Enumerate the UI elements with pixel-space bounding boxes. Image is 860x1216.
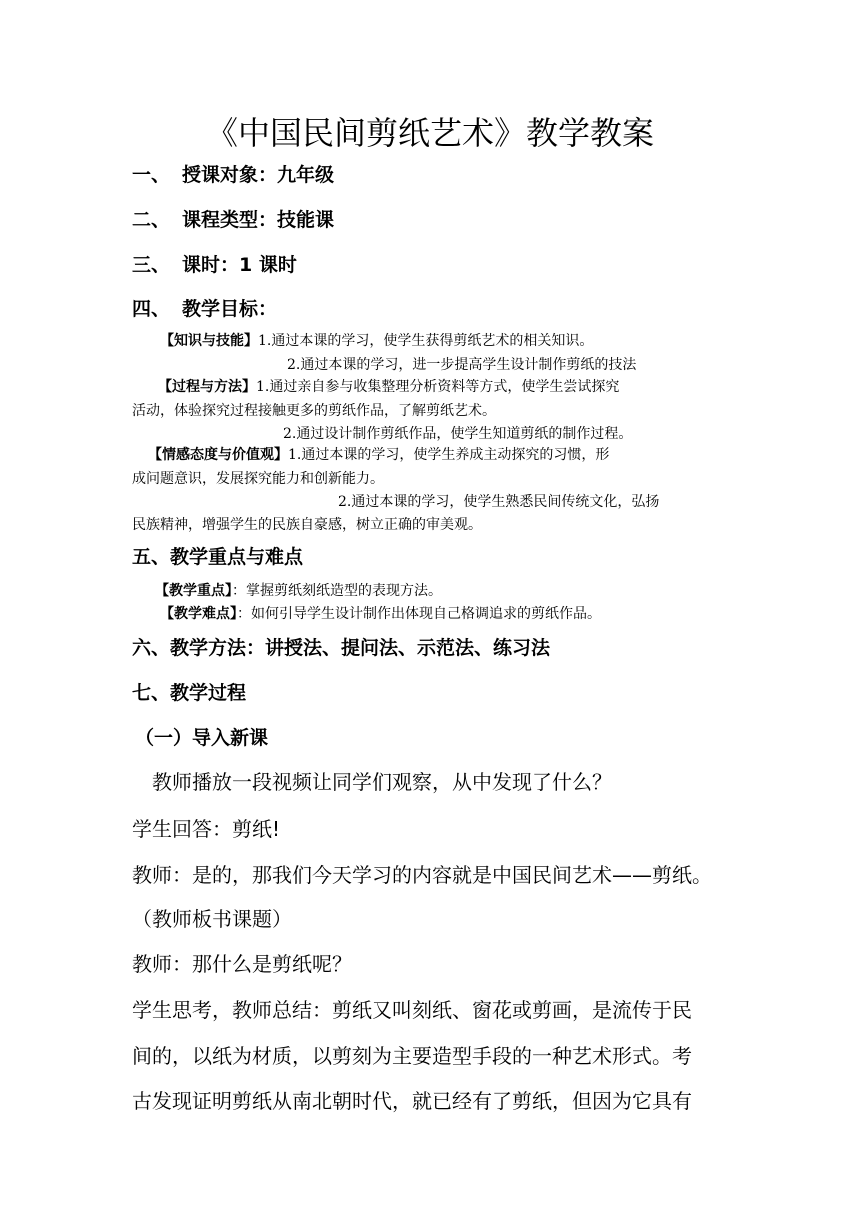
- objective-emotion-line-4: 民族精神，增强学生的民族自豪感，树立正确的审美观。: [132, 517, 482, 533]
- key-label: 【教学重点】: [155, 583, 232, 599]
- body-paragraph-line: 间的，以纸为材质，以剪刻为主要造型手段的一种艺术形式。考: [132, 1044, 692, 1068]
- section-6-heading: 六、教学方法：讲授法、提问法、示范法、练习法: [132, 637, 551, 659]
- objective-label: 【情感态度与价值观】: [148, 447, 288, 463]
- section-2-heading: [132, 205, 334, 232]
- objective-label: 【过程与方法】: [158, 379, 256, 395]
- subsection-heading: （一）导入新课: [135, 727, 269, 749]
- document-title: 《中国民间剪纸艺术》教学教案: [205, 114, 654, 152]
- body-paragraph-line: 教师播放一段视频让同学们观察，从中发现了什么？: [152, 770, 612, 794]
- section-7-heading: 七、教学过程: [132, 682, 247, 704]
- section-1-heading: [132, 160, 334, 187]
- objective-emotion-line-3: 2.通过本课的学习，使学生熟悉民间传统文化，弘扬: [338, 494, 660, 510]
- key-difficulty-line: [160, 603, 601, 623]
- objective-emotion-line-1: [148, 444, 609, 464]
- objective-knowledge-line-2: 2.通过本课的学习，进一步提高学生设计制作剪纸的技法: [287, 357, 637, 373]
- section-text: 授课对象：九年级: [182, 164, 335, 186]
- objective-process-line-3: 2.通过设计制作剪纸作品，使学生知道剪纸的制作过程。: [283, 426, 633, 442]
- objective-knowledge-line-1: [160, 330, 593, 350]
- section-4-heading: [132, 294, 277, 321]
- key-label: 【教学难点】: [160, 606, 237, 622]
- objective-text: 1.通过本课的学习，使学生养成主动探究的习惯，形: [288, 447, 610, 463]
- section-number: 三、: [132, 254, 171, 276]
- objective-text: 1.通过本课的学习，使学生获得剪纸艺术的相关知识。: [258, 333, 594, 349]
- body-paragraph-line: 教师：是的，那我们今天学习的内容就是中国民间艺术——剪纸。: [132, 863, 712, 887]
- key-text: ：如何引导学生设计制作出体现自己格调追求的剪纸作品。: [237, 606, 601, 622]
- section-5-heading: 五、教学重点与难点: [132, 546, 304, 568]
- section-number: 一、: [132, 164, 171, 186]
- section-text: 课程类型：技能课: [182, 209, 335, 231]
- body-paragraph-line: （教师板书课题）: [132, 907, 292, 931]
- objective-process-line-2: 活动，体验探究过程接触更多的剪纸作品，了解剪纸艺术。: [132, 403, 496, 419]
- key-focus-line: [155, 580, 442, 600]
- objective-label: 【知识与技能】: [160, 333, 258, 349]
- objective-text: 1.通过亲自参与收集整理分析资料等方式，使学生尝试探究: [256, 379, 620, 395]
- section-number: 二、: [132, 209, 171, 231]
- objective-process-line-1: [158, 376, 619, 396]
- key-text: ：掌握剪纸刻纸造型的表现方法。: [232, 583, 442, 599]
- body-paragraph-line: 学生思考，教师总结：剪纸又叫刻纸、窗花或剪画，是流传于民: [132, 998, 692, 1022]
- section-text: 课时：1 课时: [182, 254, 297, 276]
- objective-emotion-line-2: 成问题意识，发展探究能力和创新能力。: [132, 471, 384, 487]
- section-3-heading: [132, 250, 297, 277]
- body-paragraph-line: 教师：那什么是剪纸呢？: [132, 952, 352, 976]
- body-paragraph-line: 学生回答：剪纸!: [132, 817, 281, 841]
- body-paragraph-line: 古发现证明剪纸从南北朝时代，就已经有了剪纸，但因为它具有: [132, 1089, 692, 1113]
- section-number: 四、: [132, 298, 171, 320]
- section-text: 教学目标：: [182, 298, 278, 320]
